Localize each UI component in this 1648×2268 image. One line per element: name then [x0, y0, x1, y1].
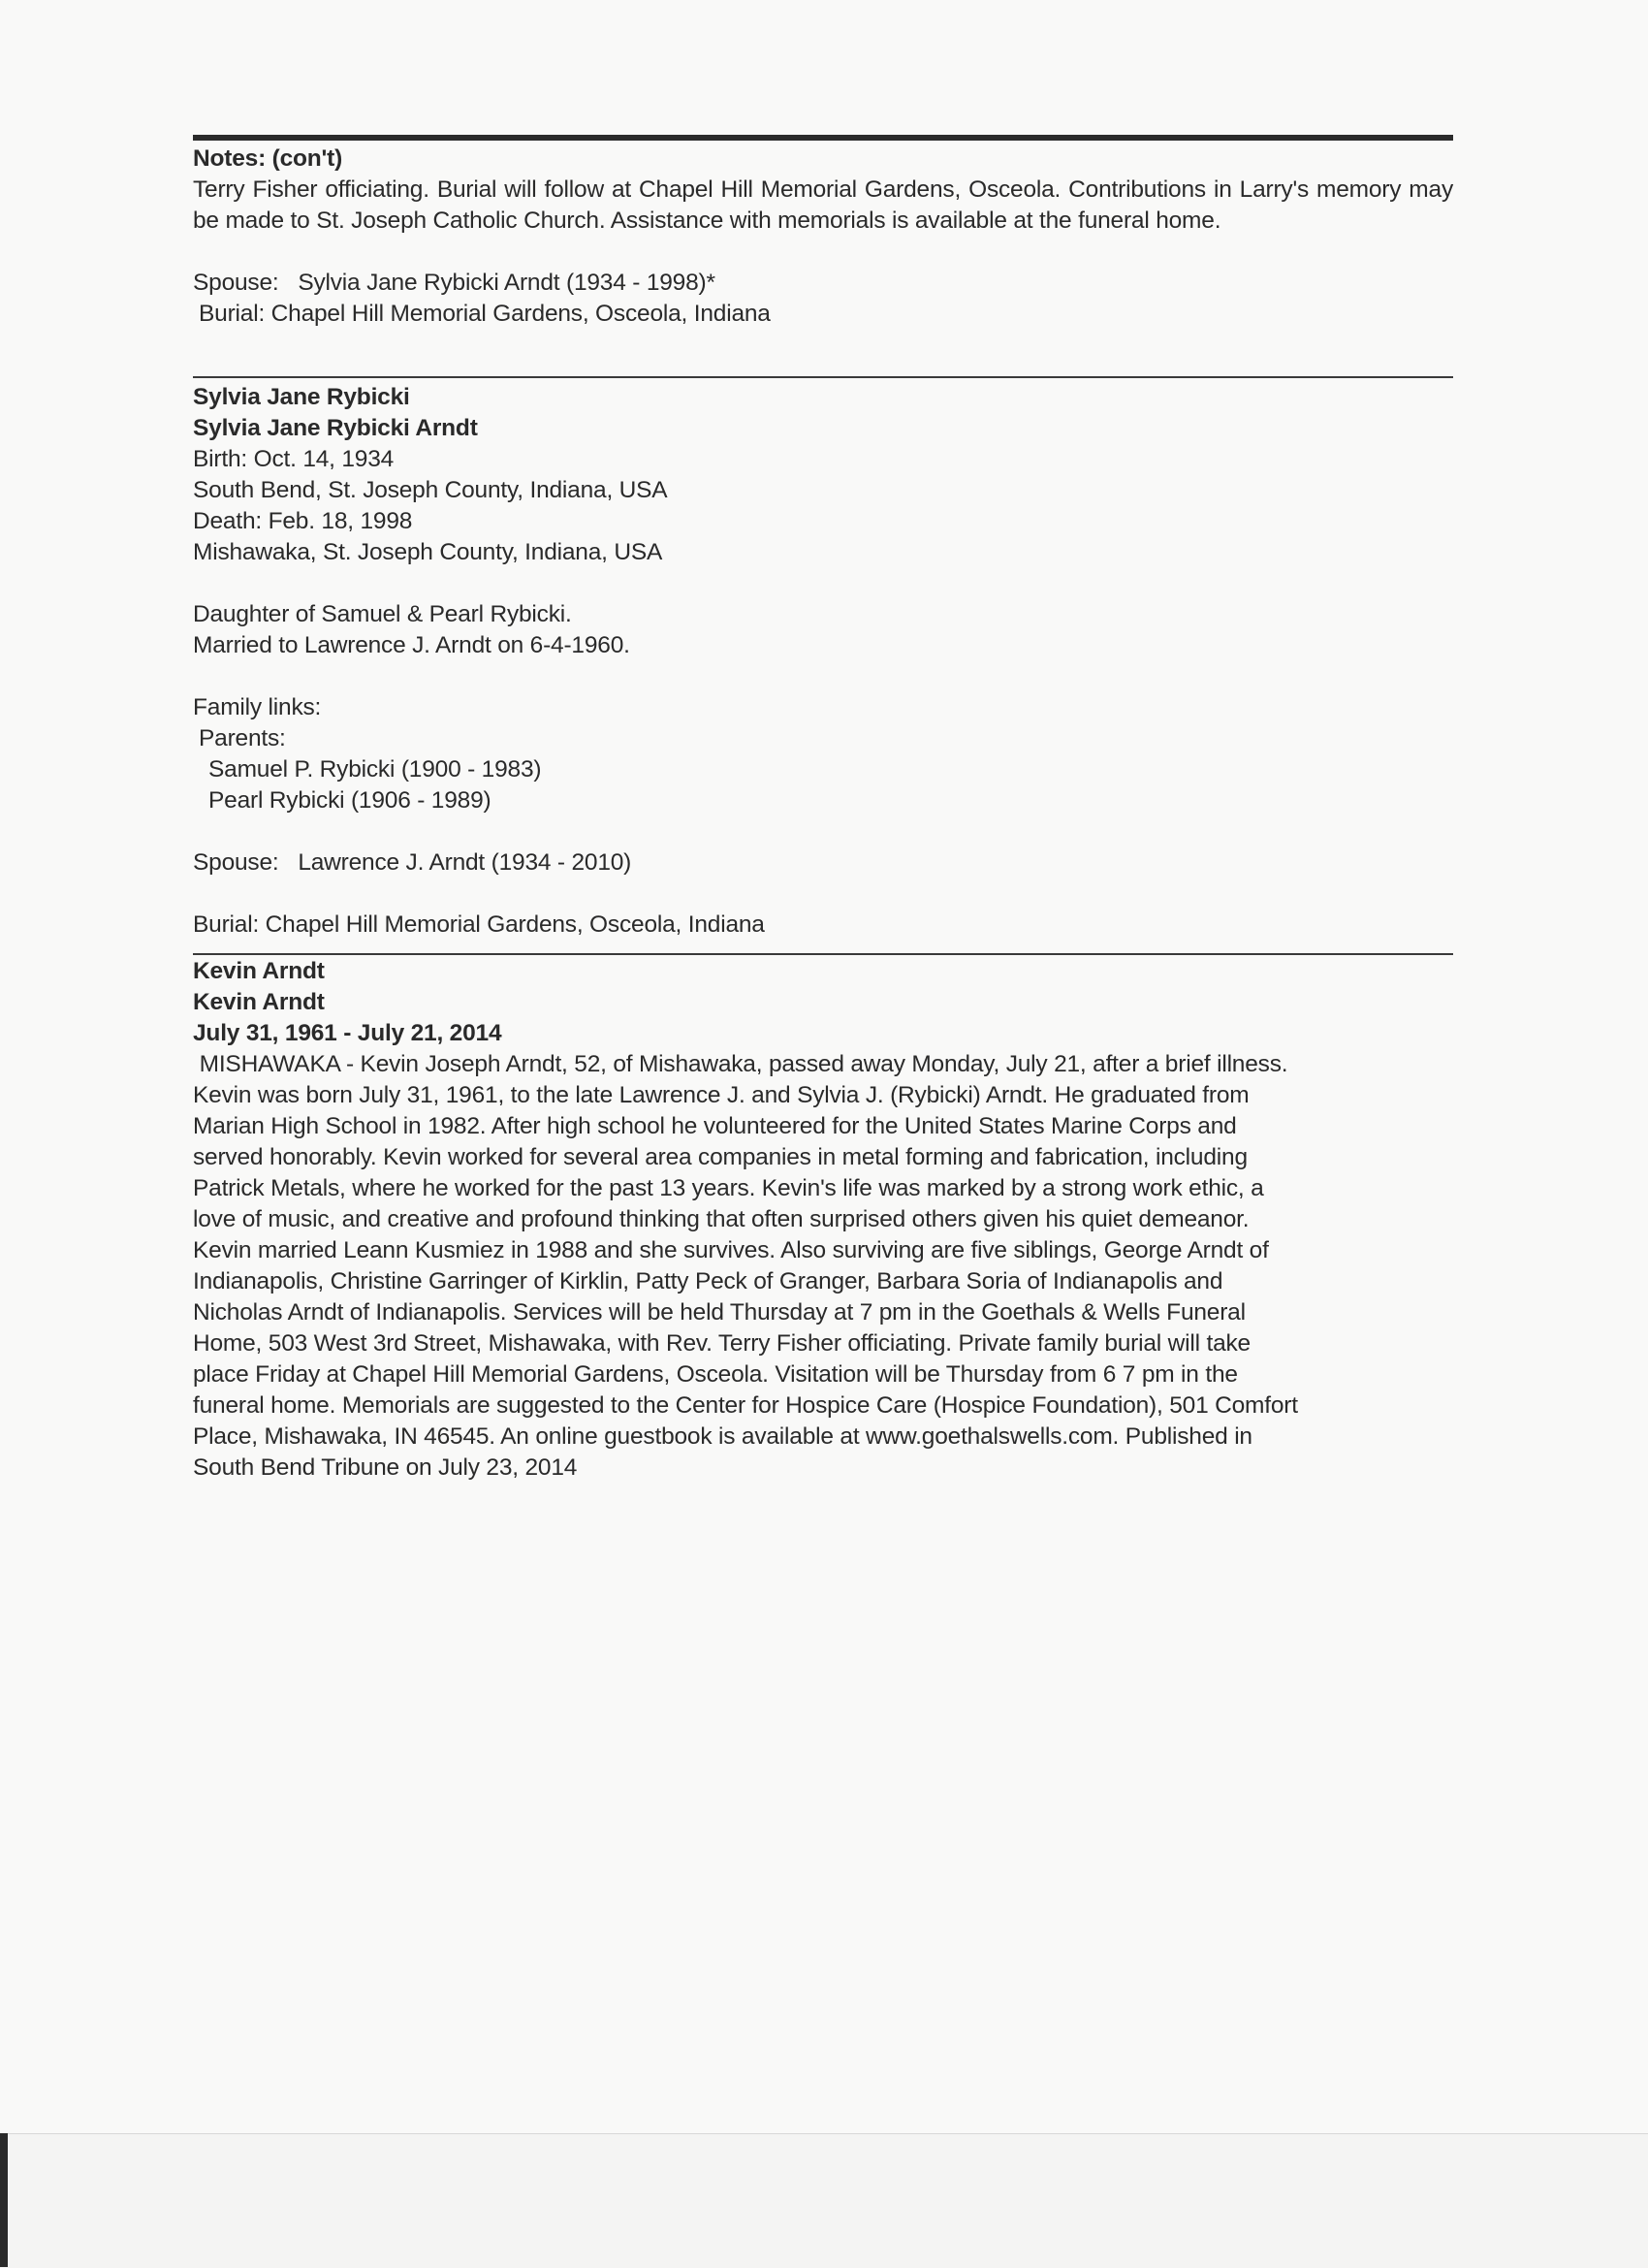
kevin-obituary-line: South Bend Tribune on July 23, 2014 [193, 1454, 578, 1481]
sylvia-parent-1: Samuel P. Rybicki (1900 - 1983) [208, 756, 542, 783]
spacer [193, 661, 1453, 692]
kevin-obituary-line: Kevin was born July 31, 1961, to the late Lawrence J. and Sylvia J. (Rybicki) Arndt. He graduated from [193, 1082, 1250, 1108]
sylvia-married: Married to Lawrence J. Arndt on 6-4-1960. [193, 632, 630, 658]
top-divider [193, 135, 1453, 141]
kevin-obituary-line: Home, 503 West 3rd Street, Mishawaka, with Rev. Terry Fisher officiating. Private family burial will take [193, 1330, 1251, 1357]
sylvia-parents-label: Parents: [199, 725, 286, 751]
spacer [193, 878, 1453, 910]
sylvia-parent-2: Pearl Rybicki (1906 - 1989) [208, 787, 491, 814]
sylvia-daughter-of: Daughter of Samuel & Pearl Rybicki. [193, 601, 572, 627]
sylvia-name: Sylvia Jane Rybicki [193, 384, 410, 410]
notes-heading: Notes: (con't) [193, 145, 343, 172]
spacer [193, 568, 1453, 599]
spacer [193, 237, 1453, 268]
sylvia-burial: Burial: Chapel Hill Memorial Gardens, Osceola, Indiana [193, 911, 765, 938]
section-divider-2 [193, 953, 1453, 955]
kevin-obituary-line: love of music, and creative and profound thinking that often surprised others given his quiet demeanor. [193, 1206, 1250, 1232]
scan-left-edge [0, 2133, 8, 2267]
spacer [193, 816, 1453, 847]
sylvia-full-name: Sylvia Jane Rybicki Arndt [193, 415, 478, 441]
notes-burial: Burial: Chapel Hill Memorial Gardens, Osceola, Indiana [199, 301, 771, 327]
kevin-obituary-line: Kevin married Leann Kusmiez in 1988 and she survives. Also surviving are five siblings, George Arndt of [193, 1237, 1269, 1263]
kevin-obituary-line: served honorably. Kevin worked for several area companies in metal forming and fabrication, including [193, 1144, 1248, 1170]
sylvia-birth-place: South Bend, St. Joseph County, Indiana, USA [193, 477, 668, 503]
kevin-obituary-line: place Friday at Chapel Hill Memorial Gardens, Osceola. Visitation will be Thursday from 6 7 pm in the [193, 1361, 1238, 1388]
sylvia-death-place: Mishawaka, St. Joseph County, Indiana, USA [193, 539, 663, 565]
section-divider-1 [193, 376, 1453, 378]
kevin-obituary-line: MISHAWAKA - Kevin Joseph Arndt, 52, of Mishawaka, passed away Monday, July 21, after a brief illness. [193, 1051, 1288, 1077]
kevin-name: Kevin Arndt [193, 958, 325, 984]
kevin-obituary-line: Indianapolis, Christine Garringer of Kirklin, Patty Peck of Granger, Barbara Soria of Indianapolis and [193, 1268, 1223, 1294]
notes-spouse: Spouse: Sylvia Jane Rybicki Arndt (1934 - 1998)* [193, 270, 715, 296]
sylvia-family-links: Family links: [193, 694, 322, 720]
kevin-full-name: Kevin Arndt [193, 989, 325, 1015]
kevin-obituary-line: funeral home. Memorials are suggested to the Center for Hospice Care (Hospice Foundation), 501 Comfort [193, 1392, 1298, 1419]
kevin-dates: July 31, 1961 - July 21, 2014 [193, 1020, 502, 1046]
kevin-obituary-line: Marian High School in 1982. After high school he volunteered for the United States Marine Corps and [193, 1113, 1237, 1139]
sylvia-death: Death: Feb. 18, 1998 [193, 508, 413, 534]
kevin-obituary-line: Place, Mishawaka, IN 46545. An online guestbook is available at www.goethalswells.com. Published in [193, 1423, 1252, 1450]
kevin-obituary-line: Patrick Metals, where he worked for the past 13 years. Kevin's life was marked by a strong work ethic, a [193, 1175, 1264, 1201]
notes-section [193, 144, 1453, 330]
kevin-obituary-line: Nicholas Arndt of Indianapolis. Services will be held Thursday at 7 pm in the Goethals & Wells Funeral [193, 1299, 1246, 1326]
sylvia-birth: Birth: Oct. 14, 1934 [193, 446, 395, 472]
sylvia-section [193, 382, 1453, 941]
sylvia-spouse: Spouse: Lawrence J. Arndt (1934 - 2010) [193, 849, 632, 876]
notes-paragraph: Terry Fisher officiating. Burial will follow at Chapel Hill Memorial Gardens, Osceola. Contributions in Larry's memory may be made to St. Joseph Catholic Church. Assistance with memorials is available at the funeral home. [193, 176, 1453, 234]
scan-bottom-edge [0, 2133, 1648, 2268]
kevin-section [193, 956, 1453, 1484]
